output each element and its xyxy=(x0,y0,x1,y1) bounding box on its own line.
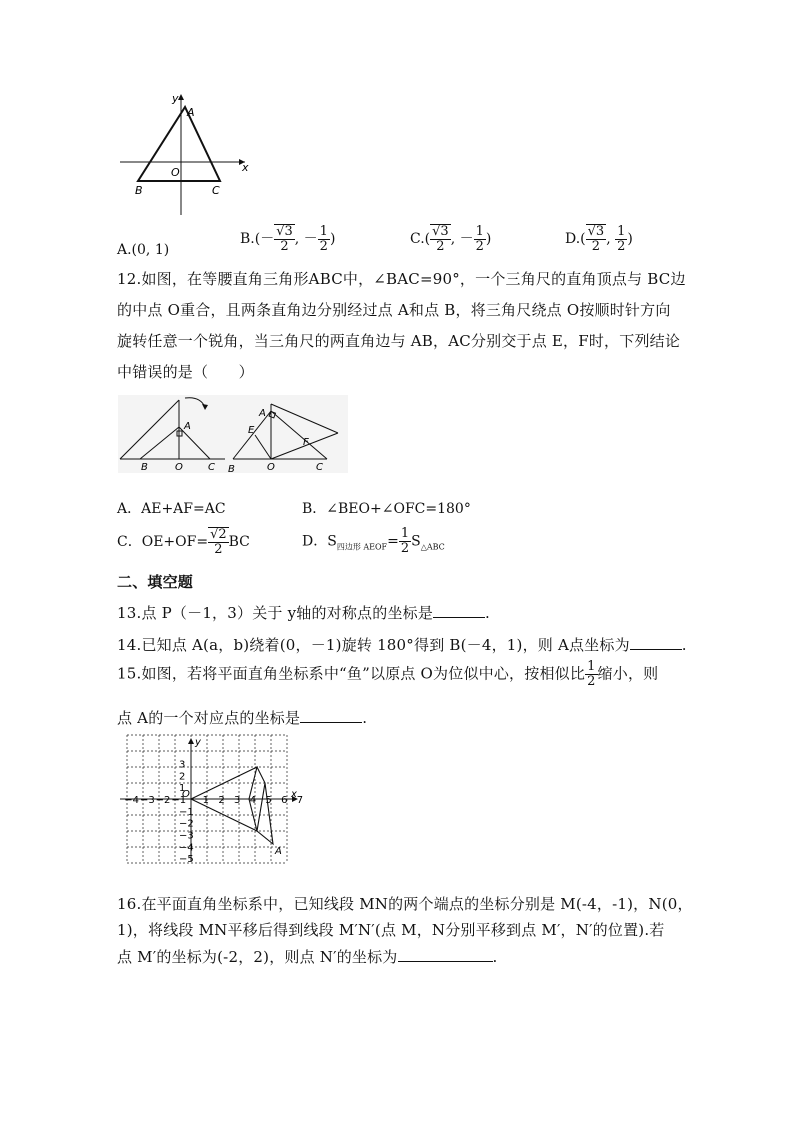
q15-label-a: A xyxy=(275,846,282,857)
q15-x-tick: −2 xyxy=(155,795,171,806)
q15-answer-blank[interactable] xyxy=(300,708,362,723)
q16-answer-blank[interactable] xyxy=(398,947,493,962)
q11-label-y: y xyxy=(172,92,179,105)
q12-line-4: 中错误的是（ ） xyxy=(117,363,254,381)
q12-option-d: D．$S_{四边形 AEOF}=$ $\frac{1}{2}$ $S_{\triangle ABC}$ xyxy=(302,526,445,556)
q15-y-tick: −4 xyxy=(179,842,194,854)
q15-x-tick: 5 xyxy=(265,795,272,806)
q15-label-y: y xyxy=(195,737,201,748)
q15-line-2: 点 A的一个对应点的坐标是 . xyxy=(117,709,368,727)
q16-line-2: 1)，将线段 MN平移后得到线段 M′N′(点 M，N分别平移到点 M′，N′的位置).若 xyxy=(117,921,665,939)
q13-text: 13.点 P（－1，3）关于 y轴的对称点的坐标是 . xyxy=(117,604,491,622)
q15-label-x: x xyxy=(291,789,297,800)
q12-fig2-label-c: C xyxy=(316,462,323,473)
q12-line-2: 的中点 O重合，且两条直角边分别经过点 A和点 B，将三角尺绕点 O按顺时针方向 xyxy=(117,301,671,319)
q15-x-tick: −3 xyxy=(139,795,155,806)
q12-option-a: A．AE+AF=AC xyxy=(117,501,226,517)
q12-fig1-label-o: O xyxy=(175,462,183,473)
q15-x-tick: 3 xyxy=(234,795,241,806)
q12-line-1: 12.如图，在等腰直角三角形ABC中，∠BAC=90°，一个三角尺的直角顶点与 BC边 xyxy=(117,270,686,288)
q11-label-o: O xyxy=(171,166,180,179)
q12-fig2-label-e: E xyxy=(248,425,255,436)
q11-option-b: B.(－ $\frac{√3}{2}$ , － $\frac{1}{2}$ ) xyxy=(240,223,336,254)
q11-option-c: C.( $\frac{√3}{2}$ , － $\frac{1}{2}$ ) xyxy=(410,223,492,254)
q15-x-tick: −4 xyxy=(124,795,140,806)
q15-y-tick: 2 xyxy=(179,771,186,783)
q12-option-b: B．∠BEO+∠OFC=180° xyxy=(302,501,471,517)
q11-option-d: D.( $\frac{√3}{2}$ , $\frac{1}{2}$ ) xyxy=(565,223,633,254)
q15-y-tick: 1 xyxy=(179,783,186,795)
q15-y-tick: −2 xyxy=(179,818,194,830)
q11-triangle-figure xyxy=(115,90,255,220)
q15-x-tick: 7 xyxy=(296,795,304,806)
q14-answer-blank[interactable] xyxy=(630,635,682,650)
q15-line-1: 15.如图，若将平面直角坐标系中“鱼”以原点 O为位似中心，按相似比 $\frac{1}{2}$ 缩小，则 xyxy=(117,659,659,689)
section-heading: 二、填空题 xyxy=(117,573,194,591)
q11-label-a: A xyxy=(187,106,195,119)
q15-x-tick: 6 xyxy=(281,795,288,806)
q15-grid-figure xyxy=(117,735,302,865)
q11-option-a: A.(0, 1) xyxy=(117,242,170,258)
q13-answer-blank[interactable] xyxy=(433,603,485,618)
q12-line-3: 旋转任意一个锐角，当三角尺的两直角边与 AB，AC分别交于点 E，F时，下列结论 xyxy=(117,332,681,350)
q12-fig2-label-b: B xyxy=(228,464,235,475)
q12-fig2-label-o: O xyxy=(267,462,275,473)
q12-fig1-label-a: A xyxy=(184,421,191,432)
q15-label-o: O xyxy=(182,789,190,800)
q15-x-tick: −1 xyxy=(171,795,187,806)
q15-y-tick: −3 xyxy=(179,830,194,842)
q12-figure-1 xyxy=(115,393,350,478)
q16-line-1: 16.在平面直角坐标系中，已知线段 MN的两个端点的坐标分别是 M(-4，-1)，N(0， xyxy=(117,895,693,913)
q15-y-tick: −5 xyxy=(179,854,194,866)
q12-fig2-label-a: A xyxy=(259,408,266,419)
q15-x-tick: 4 xyxy=(249,795,257,806)
q15-y-tick: −1 xyxy=(179,806,194,818)
q16-line-3: 点 M′的坐标为(-2，2)，则点 N′的坐标为 . xyxy=(117,948,498,966)
q12-fig1-label-c: C xyxy=(208,462,215,473)
q14-text: 14.已知点 A(a，b)绕着(0，－1)旋转 180°得到 B(－4，1)，则 A点坐标为 . xyxy=(117,636,687,654)
q11-label-x: x xyxy=(242,161,249,174)
q15-x-tick: 1 xyxy=(202,795,210,806)
q15-y-tick: 3 xyxy=(179,759,186,771)
q12-fig2-label-f: F xyxy=(303,437,309,448)
q15-x-tick: 2 xyxy=(218,795,225,806)
q11-label-b: B xyxy=(135,184,143,197)
q11-label-c: C xyxy=(212,184,220,197)
q12-option-c: C．OE+OF= $\frac{√2}{2}$ BC xyxy=(117,527,250,557)
q12-fig1-label-b: B xyxy=(141,462,148,473)
